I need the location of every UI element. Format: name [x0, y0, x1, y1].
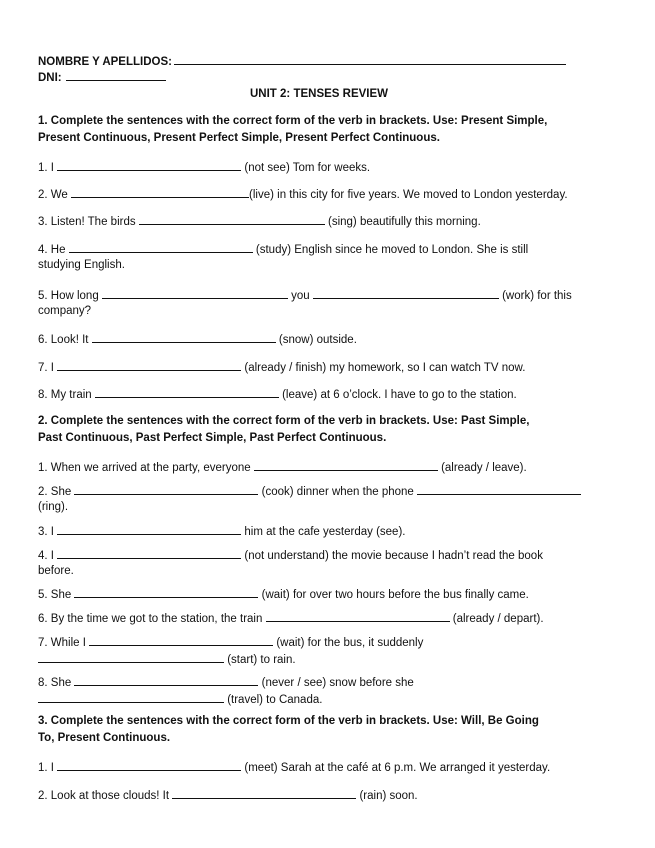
s2-item-4: 4. I (not understand) the movie because I hadn’t read the book [38, 550, 543, 562]
answer-blank[interactable] [139, 214, 325, 225]
answer-blank[interactable] [38, 652, 224, 663]
section3-heading-line2: To, Present Continuous. [38, 732, 171, 744]
answer-blank[interactable] [254, 460, 438, 471]
answer-blank[interactable] [417, 484, 581, 495]
answer-blank[interactable] [57, 548, 241, 559]
s2-item-3: 3. I him at the cafe yesterday (see). [38, 526, 406, 538]
answer-blank[interactable] [74, 484, 258, 495]
s2-item-8: 8. She (never / see) snow before she [38, 677, 414, 689]
s2-item-7: 7. While I (wait) for the bus, it suddenly [38, 637, 424, 649]
answer-blank[interactable] [57, 760, 241, 771]
s1-item-5-cont: company? [38, 305, 92, 317]
section1-heading-line1: 1. Complete the sentences with the correct form of the verb in brackets. Use: Present Simple, [38, 115, 548, 127]
s2-item-5: 5. She (wait) for over two hours before the bus finally came. [38, 589, 529, 601]
section2-heading-line1: 2. Complete the sentences with the correct form of the verb in brackets. Use: Past Simple, [38, 415, 530, 427]
answer-blank[interactable] [313, 288, 499, 299]
s2-item-8-cont: (travel) to Canada. [38, 692, 322, 706]
answer-blank[interactable] [74, 587, 258, 598]
s2-item-2-cont: (ring). [38, 501, 69, 513]
s2-item-6: 6. By the time we got to the station, the train (already / depart). [38, 613, 544, 625]
s1-item-2: 2. We (live) in this city for five years. We moved to London yesterday. [38, 189, 568, 201]
s2-item-2: 2. She (cook) dinner when the phone [38, 484, 581, 498]
name-label: NOMBRE Y APELLIDOS: [38, 54, 566, 68]
answer-blank[interactable] [172, 788, 356, 799]
s1-item-7: 7. I (already / finish) my homework, so I can watch TV now. [38, 362, 526, 374]
answer-blank[interactable] [74, 675, 258, 686]
answer-blank[interactable] [57, 360, 241, 371]
answer-blank[interactable] [95, 387, 279, 398]
answer-blank[interactable] [57, 160, 241, 171]
section1-heading-line2: Present Continuous, Present Perfect Simple, Present Perfect Continuous. [38, 132, 440, 144]
s1-item-4: 4. He (study) English since he moved to London. She is still [38, 244, 529, 256]
s2-item-4-cont: before. [38, 565, 74, 577]
answer-blank[interactable] [89, 635, 273, 646]
s1-item-4-cont: studying English. [38, 259, 125, 271]
section3-heading-line1: 3. Complete the sentences with the correct form of the verb in brackets. Use: Will, Be Going [38, 715, 539, 727]
answer-blank[interactable] [71, 187, 249, 198]
section2-heading-line2: Past Continuous, Past Perfect Simple, Past Perfect Continuous. [38, 432, 387, 444]
answer-blank[interactable] [266, 611, 450, 622]
answer-blank[interactable] [38, 692, 224, 703]
page-title: UNIT 2: TENSES REVIEW [250, 88, 389, 100]
s2-item-1: 1. When we arrived at the party, everyone (already / leave). [38, 462, 527, 474]
answer-blank[interactable] [102, 288, 288, 299]
s3-item-2: 2. Look at those clouds! It (rain) soon. [38, 790, 418, 802]
answer-blank[interactable] [69, 242, 253, 253]
s2-item-7-cont: (start) to rain. [38, 652, 296, 666]
s1-item-1: 1. I (not see) Tom for weeks. [38, 162, 371, 174]
s1-item-6: 6. Look! It (snow) outside. [38, 334, 357, 346]
answer-blank[interactable] [92, 332, 276, 343]
s1-item-5: 5. How long you (work) for this [38, 290, 572, 302]
s3-item-1: 1. I (meet) Sarah at the café at 6 p.m. We arranged it yesterday. [38, 762, 551, 774]
dni-field[interactable] [66, 70, 166, 81]
s1-item-3: 3. Listen! The birds (sing) beautifully this morning. [38, 216, 481, 228]
name-field[interactable] [174, 54, 566, 65]
dni-label: DNI: [38, 70, 166, 84]
answer-blank[interactable] [57, 524, 241, 535]
s1-item-8: 8. My train (leave) at 6 o’clock. I have to go to the station. [38, 389, 517, 401]
